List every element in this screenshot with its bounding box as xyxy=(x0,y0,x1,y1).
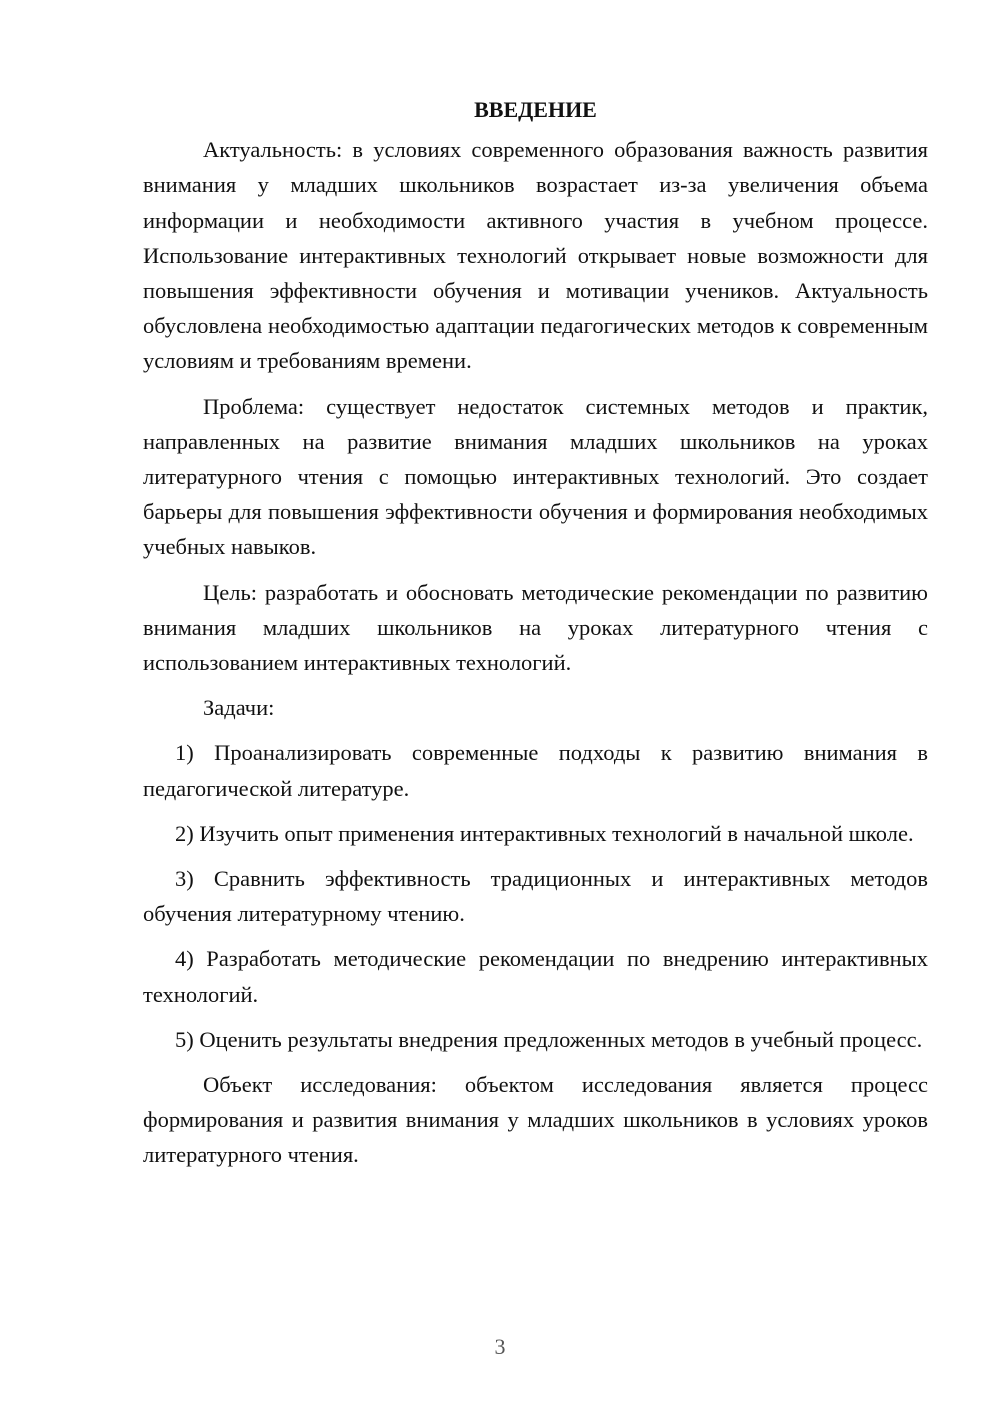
tasks-label: Задачи: xyxy=(203,695,275,721)
task-item-2: 2) Изучить опыт применения интерактивных технологий в начальной школе. xyxy=(175,820,914,846)
page-content xyxy=(143,92,928,1183)
task-item-1: 1) Проанализировать современные подходы к развитию внимания в педагогической литературе. xyxy=(143,740,928,801)
problem-paragraph: Проблема: существует недостаток системных методов и практик, направленных на развитие внимания младших школьников на уроках литературного чтения с помощью интерактивных технологий. Это создает барьеры для повышения эффективности обучения и формирования необходимых учебных навыков. xyxy=(143,393,928,560)
relevance-paragraph: Актуальность: в условиях современного образования важность развития внимания у младших школьников возрастает из-за увеличения объема информации и необходимости активного участия в учебном процессе. Использование интерактивных технологий открывает новые возможности для повышения эффективности обучения и мотивации учеников. Актуальность обусловлена необходимостью адаптации педагогических методов к современным условиям и требованиям времени. xyxy=(143,137,928,374)
task-item-5: 5) Оценить результаты внедрения предложенных методов в учебный процесс. xyxy=(175,1026,923,1052)
object-paragraph: Объект исследования: объектом исследования является процесс формирования и развития внимания у младших школьников в условиях уроков литературного чтения. xyxy=(143,1072,928,1168)
page-number: 3 xyxy=(494,1334,506,1359)
task-item-4: 4) Разработать методические рекомендации по внедрению интерактивных технологий. xyxy=(143,946,928,1007)
goal-paragraph: Цель: разработать и обосновать методические рекомендации по развитию внимания младших школьников на уроках литературного чтения с использованием интерактивных технологий. xyxy=(143,579,928,676)
section-title: ВВЕДЕНИЕ xyxy=(474,97,597,122)
task-item-3: 3) Сравнить эффективность традиционных и интерактивных методов обучения литературному чтению. xyxy=(143,866,928,927)
